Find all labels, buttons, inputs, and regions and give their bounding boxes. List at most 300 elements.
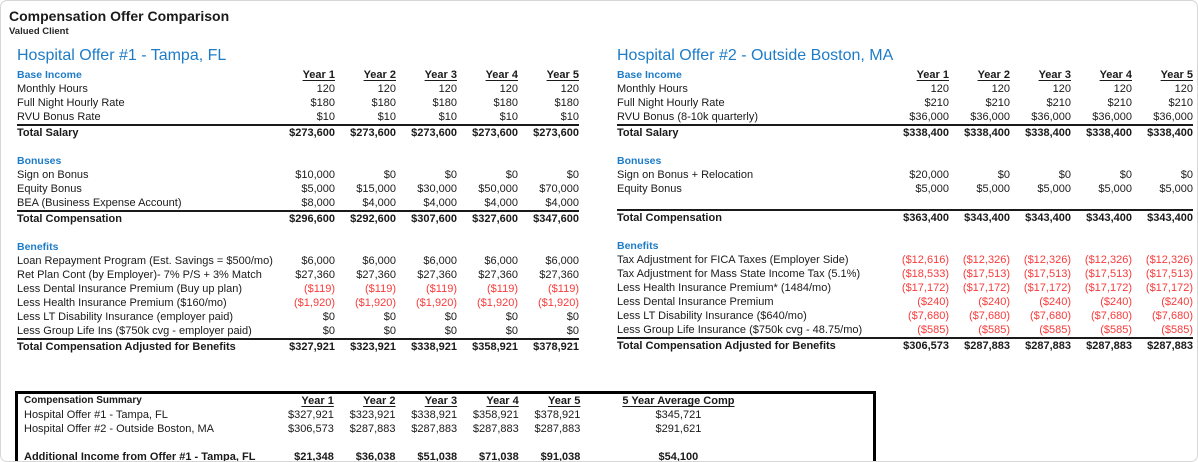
total-label: Total Compensation [617,210,888,225]
spacer-cell [17,140,579,154]
total-value: $287,883 [1071,338,1132,353]
cell-value: $71,038 [479,451,519,462]
row-label: Loan Repayment Program (Est. Savings = $500/mo) [17,255,273,267]
year-header-label: Year 2 [363,395,396,407]
cell-value: ($1,920) [294,297,335,309]
cell-value: $15,000 [356,183,396,195]
total-value: $343,400 [1132,210,1193,225]
empty-cell [888,239,949,253]
data-row [17,96,579,110]
empty-cell [518,154,579,168]
cell-value [397,436,459,450]
row-label: Monthly Hours [17,83,88,95]
cell-value: $4,000 [423,197,457,209]
section-header: Benefits [17,241,59,253]
total-value: $363,400 [888,210,949,225]
year-header [1071,68,1132,82]
cell-value: ($1,920) [477,297,518,309]
cell-value: $27,360 [417,269,457,281]
cell-value: $180 [310,97,335,109]
year-header [457,68,518,82]
cell-value: 120 [991,83,1010,95]
total-label: Total Salary [617,125,888,140]
cell-value: $323,921 [349,409,396,421]
cell-value: 120 [316,83,335,95]
cell-value: $0 [997,169,1010,181]
cell-value: $378,921 [534,409,581,421]
cell-value: $0 [1058,169,1071,181]
cell-value: ($17,172) [962,282,1010,294]
cell-value: 120 [1174,83,1193,95]
cell-value: ($119) [548,283,579,295]
spacer-cell [617,140,1193,154]
year-header [336,393,398,409]
page-title: Compensation Offer Comparison [9,8,230,24]
offer-2-panel [617,46,1193,353]
data-row [617,281,1193,295]
total-value: $343,400 [1010,210,1071,225]
row-label: Less Dental Insurance Premium (Buy up plan) [17,283,242,295]
total-value: $273,600 [335,125,396,140]
total-row [617,125,1193,140]
cell-value: $327,921 [287,409,334,421]
summary-header-row [17,393,875,409]
cell-value: $0 [505,325,518,337]
cell-value: ($17,172) [901,282,949,294]
section-header: Bonuses [17,155,62,167]
data-row [617,82,1193,96]
data-row [617,110,1193,125]
empty-cell [949,154,1010,168]
section-header: Benefits [617,240,659,252]
cell-value: $0 [322,325,335,337]
row-label: Tax Adjustment for FICA Taxes (Employer Side) [617,254,849,266]
cell-value: $0 [505,169,518,181]
empty-cell [274,240,335,254]
cell-value: $20,000 [909,169,949,181]
data-row [17,254,579,268]
year-header [335,68,396,82]
empty-cell [774,422,874,436]
cell-value: ($119) [426,283,457,295]
cell-value: $0 [566,325,579,337]
total-label: Total Compensation Adjusted for Benefits [617,338,888,353]
empty-cell [1071,239,1132,253]
cell-value: ($17,172) [1023,282,1071,294]
year-header-label: Year 1 [916,69,949,81]
total-row [617,338,1193,353]
cell-value: $0 [383,325,396,337]
cell-value: $4,000 [484,197,518,209]
row-label: Less Health Insurance Premium ($160/mo) [17,297,227,309]
year-header-label: Year 3 [424,69,457,81]
cell-value: $5,000 [1159,183,1193,195]
total-value: $338,400 [949,125,1010,140]
total-row [17,211,579,226]
compensation-summary-section [1,391,1197,462]
cell-value: ($7,680) [969,310,1010,322]
cell-value: $21,348 [294,451,334,462]
cell-value: $0 [1119,169,1132,181]
total-value: $292,600 [335,211,396,226]
total-row [617,210,1193,225]
data-row [617,309,1193,323]
cell-value: $36,000 [970,111,1010,123]
summary-row-label: Hospital Offer #1 - Tampa, FL [24,409,168,421]
year-header [1010,68,1071,82]
cell-value: $4,000 [362,197,396,209]
cell-value: $50,000 [478,183,518,195]
year-header-label: Year 3 [424,395,458,407]
cell-value: $338,921 [411,409,458,421]
total-value: $273,600 [396,125,457,140]
total-row [17,125,579,140]
cell-value [1132,196,1193,210]
cell-value: $10 [560,111,579,123]
year-header-label: Year 2 [977,69,1010,81]
year-header-label: Year 4 [485,69,518,81]
average-comp-value: $291,621 [655,423,702,435]
cell-value: $210 [985,97,1010,109]
total-value: $273,600 [457,125,518,140]
cell-value: $10,000 [295,169,335,181]
empty-cell [1010,154,1071,168]
cell-value: $10 [499,111,518,123]
summary-row-label: Hospital Offer #2 - Outside Boston, MA [24,423,214,435]
row-label: Ret Plan Cont (by Employer)- 7% P/S + 3% Match [17,269,262,281]
data-row [17,82,579,96]
cell-value: ($12,326) [962,254,1010,266]
cell-value: 120 [560,83,579,95]
empty-cell [774,450,874,462]
data-row [617,182,1193,196]
cell-value: $287,883 [472,423,519,435]
cell-value: ($240) [1039,296,1071,308]
cell-value: $30,000 [417,183,457,195]
cell-value: ($7,680) [1152,310,1193,322]
section-header: Base Income [617,69,682,81]
spacer-cell [617,225,1193,239]
data-row [617,168,1193,182]
cell-value: ($1,920) [355,297,396,309]
empty-cell [335,240,396,254]
cell-value: ($18,533) [901,268,949,280]
cell-value: $180 [554,97,579,109]
empty-cell [774,436,874,450]
cell-value: $306,573 [287,423,334,435]
total-value: $287,883 [1132,338,1193,353]
total-value: $306,573 [888,338,949,353]
cell-value: ($17,513) [1084,268,1132,280]
cell-value: ($119) [365,283,396,295]
empty-cell [457,240,518,254]
cell-value: $6,000 [301,255,335,267]
cell-value: $10 [377,111,396,123]
cell-value: ($240) [917,296,949,308]
offer-1-panel [17,46,579,354]
cell-value: $0 [444,169,457,181]
average-comp-value [582,436,774,450]
data-row [17,182,579,196]
total-label: Total Compensation Adjusted for Benefits [17,339,274,354]
offer-title: Hospital Offer #1 - Tampa, FL [17,47,227,64]
total-value: $323,921 [335,339,396,354]
cell-value: $5,000 [1098,183,1132,195]
year-header [274,393,336,409]
cell-value: $6,000 [484,255,518,267]
cell-value [274,436,336,450]
total-value: $338,400 [1132,125,1193,140]
year-header [518,68,579,82]
year-header-label: Year 1 [302,69,335,81]
cell-value: ($240) [978,296,1010,308]
cell-value [459,436,521,450]
cell-value: ($17,513) [1145,268,1193,280]
row-label: Sign on Bonus [17,169,89,181]
year-header-label: Year 4 [1099,69,1132,81]
cell-value [1071,196,1132,210]
cell-value: $27,360 [478,269,518,281]
cell-value: ($17,513) [962,268,1010,280]
spacer-cell [17,226,579,240]
cell-value: ($119) [487,283,518,295]
data-row [617,323,1193,338]
average-comp-value: $345,721 [655,409,702,421]
offer-table [17,68,579,354]
cell-value: $180 [493,97,518,109]
offers-row [1,46,1197,354]
data-row [17,310,579,324]
empty-cell [774,408,874,422]
data-row [17,324,579,339]
section-header: Bonuses [617,155,662,167]
cell-value: ($17,172) [1145,282,1193,294]
row-label: Less LT Disability Insurance (employer paid) [17,311,234,323]
cell-value: $5,000 [976,183,1010,195]
cell-value: ($12,326) [1084,254,1132,266]
year-header-label: Year 5 [546,69,579,81]
data-row [17,296,579,310]
cell-value [521,436,583,450]
cell-value: 120 [377,83,396,95]
summary-row-label [17,436,275,450]
cell-value: $36,000 [1031,111,1071,123]
row-label: Full Night Hourly Rate [617,97,725,109]
empty-cell [774,393,874,409]
cell-value: ($585) [1039,324,1071,336]
cell-value: $27,360 [356,269,396,281]
compensation-summary-table [15,391,876,462]
row-label [617,196,888,210]
year-header [274,68,335,82]
cell-value: $0 [566,311,579,323]
cell-value: $210 [1168,97,1193,109]
empty-cell [396,240,457,254]
cell-value: 120 [438,83,457,95]
row-label: Sign on Bonus + Relocation [617,169,754,181]
year-header [459,393,521,409]
cell-value: 120 [1113,83,1132,95]
cell-value: ($12,326) [1145,254,1193,266]
total-value: $273,600 [274,125,335,140]
total-value: $358,921 [457,339,518,354]
row-label: Less Group Life Ins ($750k cvg - employer paid) [17,325,252,337]
cell-value: ($585) [917,324,949,336]
cell-value: ($240) [1100,296,1132,308]
year-header-label: Year 5 [547,395,581,407]
year-header [888,68,949,82]
cell-value: $36,000 [1153,111,1193,123]
empty-cell [1010,239,1071,253]
cell-value: $210 [1107,97,1132,109]
cell-value: ($7,680) [1030,310,1071,322]
section-header: Base Income [17,69,82,81]
cell-value: $358,921 [472,409,519,421]
cell-value: ($12,326) [1023,254,1071,266]
row-label: RVU Bonus Rate [17,111,101,123]
total-value: $343,400 [949,210,1010,225]
cell-value: $5,000 [915,183,949,195]
cell-value: $10 [438,111,457,123]
cell-value: $5,000 [1037,183,1071,195]
data-row [617,253,1193,267]
year-header [397,393,459,409]
cell-value: $70,000 [539,183,579,195]
cell-value: $0 [505,311,518,323]
total-value: $273,600 [518,125,579,140]
cell-value: ($1,920) [538,297,579,309]
average-comp-header [582,393,774,409]
cell-value: ($585) [1100,324,1132,336]
empty-cell [396,154,457,168]
empty-cell [335,154,396,168]
cell-value: $210 [924,97,949,109]
year-header-label: Year 4 [486,395,519,407]
cell-value: ($7,680) [908,310,949,322]
total-row [17,339,579,354]
cell-value: $91,038 [540,451,581,462]
data-row [17,196,579,211]
row-label: BEA (Business Expense Account) [17,197,182,209]
row-label: Full Night Hourly Rate [17,97,125,109]
cell-value: $6,000 [545,255,579,267]
total-value: $327,921 [274,339,335,354]
total-value: $287,883 [949,338,1010,353]
data-row [17,282,579,296]
summary-row [17,422,875,436]
summary-title: Compensation Summary [24,395,142,406]
total-label: Total Compensation [17,211,274,226]
cell-value: $8,000 [301,197,335,209]
cell-value: $27,360 [295,269,335,281]
empty-cell [1071,154,1132,168]
total-value: $343,400 [1071,210,1132,225]
total-value: $338,921 [396,339,457,354]
offer-table [617,68,1193,353]
summary-row [17,450,875,462]
year-header [949,68,1010,82]
cell-value: 120 [499,83,518,95]
cell-value: $36,000 [1092,111,1132,123]
row-label: Monthly Hours [617,83,688,95]
summary-row [17,408,875,422]
empty-cell [888,154,949,168]
year-header-label: Year 3 [1038,69,1071,81]
row-label: Less Health Insurance Premium* (1484/mo) [617,282,831,294]
data-row [17,268,579,282]
empty-cell [274,154,335,168]
cell-value: 120 [1052,83,1071,95]
cell-value: 120 [930,83,949,95]
cell-value: ($17,513) [1023,268,1071,280]
cell-value: $51,038 [417,451,458,462]
total-value: $347,600 [518,211,579,226]
row-label: Equity Bonus [617,183,682,195]
total-value: $378,921 [518,339,579,354]
year-header [521,393,583,409]
cell-value: ($7,680) [1091,310,1132,322]
data-row [17,110,579,125]
data-row [617,96,1193,110]
cell-value: $0 [444,311,457,323]
cell-value: $180 [432,97,457,109]
cell-value: $287,883 [534,423,581,435]
cell-value: ($240) [1161,296,1193,308]
empty-cell [1132,239,1193,253]
average-comp-value: $54,100 [658,451,699,462]
data-row [617,295,1193,309]
cell-value [949,196,1010,210]
year-header-label: Year 2 [363,69,396,81]
average-comp-header-label: 5 Year Average Comp [622,395,735,407]
cell-value: ($119) [304,283,335,295]
client-name: Valued Client [9,26,69,37]
cell-value: $0 [1180,169,1193,181]
data-row [17,168,579,182]
year-header-label: Year 1 [301,395,334,407]
cell-value: $287,883 [411,423,458,435]
offer-title: Hospital Offer #2 - Outside Boston, MA [617,47,894,64]
total-value: $338,400 [1071,125,1132,140]
cell-value: $0 [566,169,579,181]
year-header [396,68,457,82]
total-value: $296,600 [274,211,335,226]
cell-value: $0 [444,325,457,337]
cell-value: $27,360 [539,269,579,281]
empty-cell [949,239,1010,253]
cell-value: ($1,920) [416,297,457,309]
cell-value: ($12,616) [901,254,949,266]
cell-value: $4,000 [545,197,579,209]
empty-cell [457,154,518,168]
cell-value: $36,000 [909,111,949,123]
data-row [617,267,1193,281]
cell-value: $287,883 [349,423,396,435]
row-label: Equity Bonus [17,183,82,195]
cell-value: $5,000 [301,183,335,195]
total-label: Total Salary [17,125,274,140]
row-label: Less Dental Insurance Premium [617,296,774,308]
cell-value: $0 [383,311,396,323]
cell-value: $210 [1046,97,1071,109]
empty-cell [518,240,579,254]
cell-value [888,196,949,210]
total-value: $287,883 [1010,338,1071,353]
cell-value: $0 [322,311,335,323]
total-value: $338,400 [1010,125,1071,140]
cell-value: ($585) [978,324,1010,336]
total-value: $307,600 [396,211,457,226]
